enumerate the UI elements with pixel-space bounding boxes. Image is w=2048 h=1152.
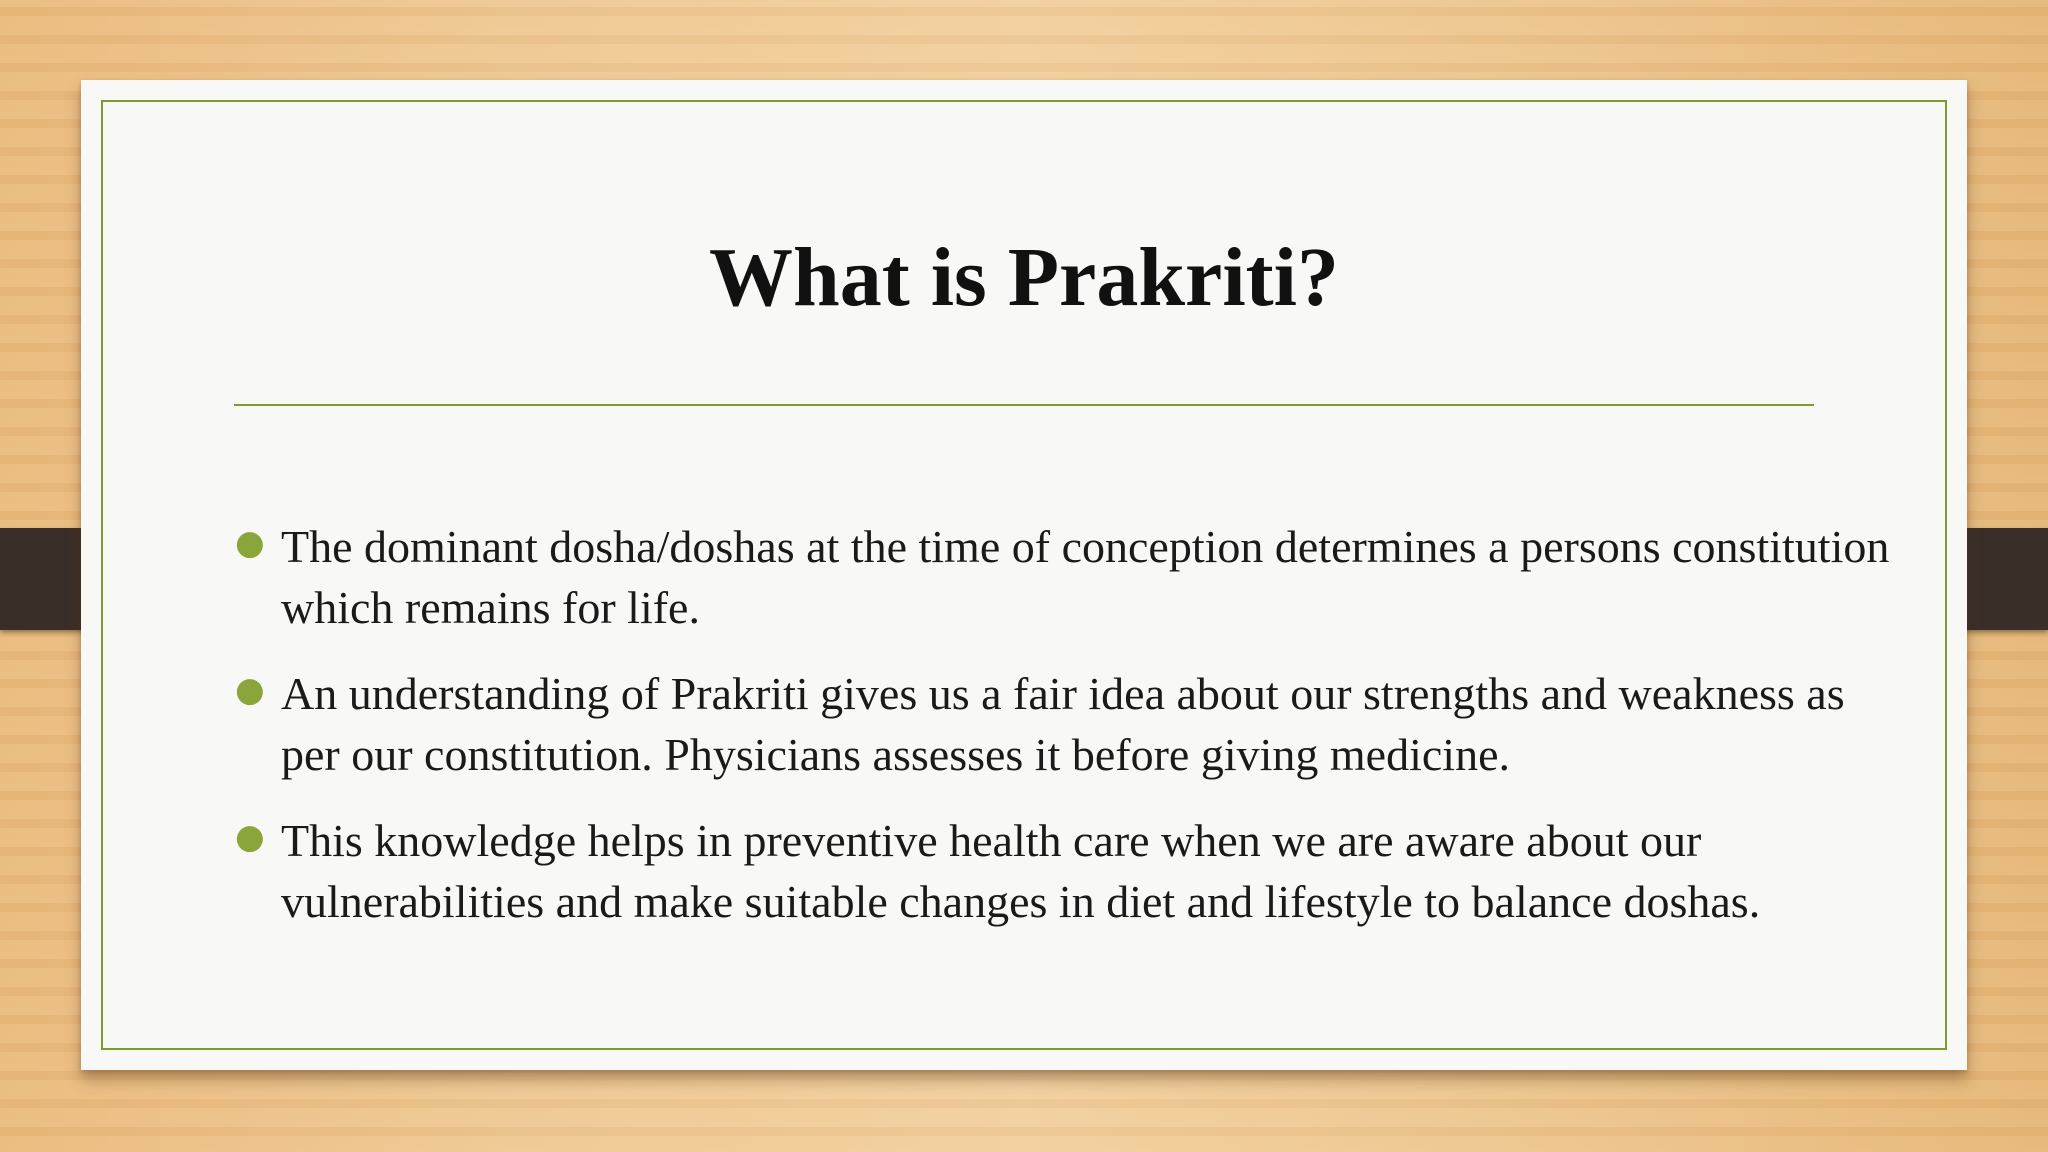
bullet-dot-icon: ● [235,523,265,563]
bullet-item [235,810,1901,932]
bullet-text: An understanding of Prakriti gives us a fair idea about our strengths and weakness as per our constitution. Physicians assesses it before giving medicine. [281,668,1845,780]
slide-title: What is Prakriti? [709,231,1339,324]
bullet-item [235,516,1901,638]
bullet-item [235,663,1901,785]
title-divider [234,404,1814,406]
slide-card [81,80,1967,1070]
bullet-list [235,516,1901,957]
bullet-dot-icon: ● [235,817,265,857]
bullet-text: This knowledge helps in preventive health care when we are aware about our vulnerabilities and make suitable changes in diet and lifestyle to balance doshas. [281,815,1761,927]
bullet-dot-icon: ● [235,670,265,710]
bullet-text: The dominant dosha/doshas at the time of conception determines a persons constitution which remains for life. [281,521,1890,633]
